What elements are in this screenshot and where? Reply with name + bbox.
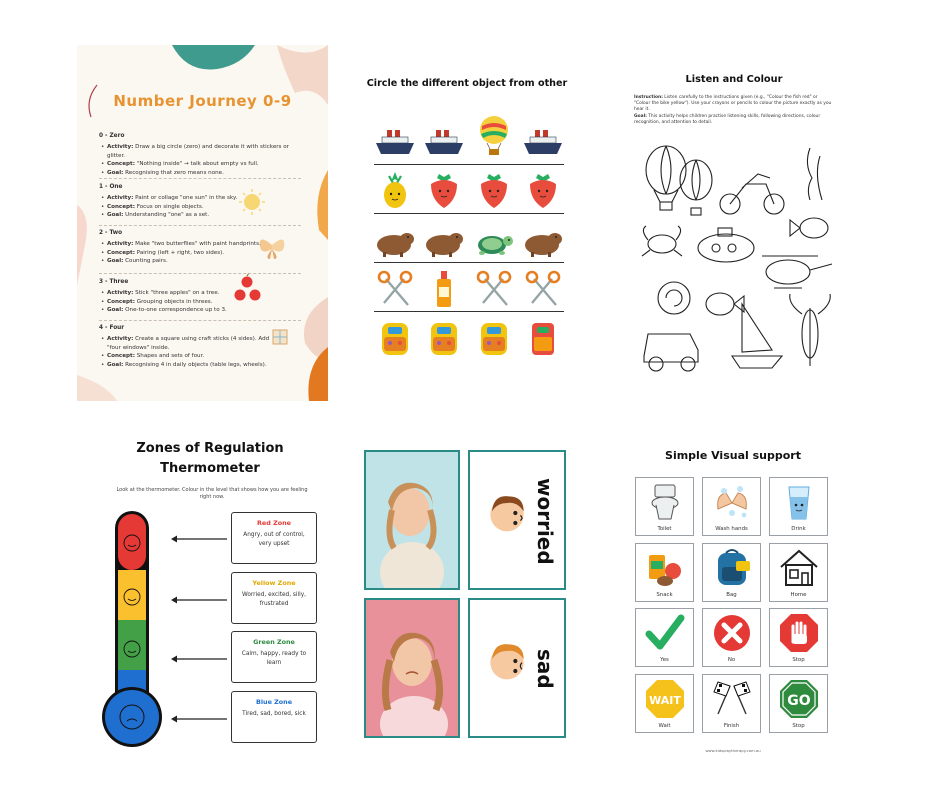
page-title: Zones of Regulation bbox=[136, 441, 284, 456]
list-item: • Goal: Recognising that zero means none. bbox=[107, 169, 299, 178]
section-heading: 0 - Zero bbox=[99, 133, 125, 139]
seaweed-icon bbox=[807, 148, 822, 200]
divider bbox=[99, 320, 301, 321]
strawberry-icon[interactable] bbox=[473, 170, 515, 210]
hot-air-balloon-icon bbox=[680, 160, 712, 215]
zone-description: Worried, excited, silly, frustrated bbox=[241, 592, 307, 607]
arrow-left-icon bbox=[171, 655, 227, 663]
emotion-cards[interactable] bbox=[364, 450, 568, 750]
listen-and-colour-worksheet[interactable] bbox=[630, 68, 838, 386]
list-item: • Activity: Make "two butterflies" with paint handprints. bbox=[107, 240, 299, 249]
zones-of-regulation-worksheet[interactable] bbox=[95, 435, 325, 755]
motorbike-icon bbox=[720, 174, 784, 214]
section-heading: 4 - Four bbox=[99, 325, 125, 331]
wait-sign-icon bbox=[643, 678, 687, 720]
section-four bbox=[99, 324, 271, 370]
object-row bbox=[374, 166, 564, 210]
ship-icon[interactable] bbox=[423, 118, 465, 158]
strawberry-icon[interactable] bbox=[522, 170, 564, 210]
card-label: No bbox=[727, 657, 736, 663]
drink-icon bbox=[777, 481, 821, 523]
pineapple-icon[interactable] bbox=[374, 170, 416, 210]
instructions: Look at the thermometer. Colour in the level that shows how you are feeling right now. bbox=[116, 487, 308, 500]
section-heading: 3 - Three bbox=[99, 279, 129, 285]
list-item: • Concept: Pairing (left + right, two sides). bbox=[107, 249, 299, 258]
list-item: • Goal: Recognising 4 in daily objects (table legs, wheels). bbox=[107, 361, 271, 370]
sailboat-icon bbox=[732, 304, 782, 368]
snack-icon bbox=[643, 547, 687, 589]
turtle-icon[interactable] bbox=[473, 219, 515, 259]
list-item: • Activity: Draw a big circle (zero) and decorate it with stickers or glitter. bbox=[107, 143, 299, 161]
list-item: • Concept: "Nothing inside" → talk about empty vs full. bbox=[107, 160, 299, 169]
lobster-icon bbox=[790, 294, 831, 366]
scissors-icon[interactable] bbox=[522, 269, 564, 309]
object-row bbox=[374, 215, 564, 259]
divider bbox=[99, 225, 301, 226]
card-label: Toilet bbox=[657, 526, 672, 532]
divider bbox=[99, 273, 301, 274]
row-divider bbox=[374, 311, 564, 312]
card-label: Yes bbox=[660, 657, 669, 663]
capybara-icon[interactable] bbox=[423, 219, 465, 259]
card-label: Stop bbox=[792, 657, 805, 663]
card-label: Drink bbox=[791, 526, 806, 532]
section-heading: 1 - One bbox=[99, 184, 123, 190]
zone-description: Angry, out of control, very upset bbox=[243, 532, 305, 547]
emotion-card-sad[interactable] bbox=[468, 598, 566, 738]
ship-icon[interactable] bbox=[374, 118, 416, 158]
go-sign-icon bbox=[777, 678, 821, 720]
submarine-icon bbox=[698, 228, 754, 262]
row-divider bbox=[374, 164, 564, 165]
list-item: • Activity: Paint or collage "one sun" in the sky. bbox=[107, 194, 299, 203]
visual-card-stop[interactable] bbox=[769, 608, 828, 667]
zone-box-red bbox=[231, 512, 317, 564]
page-title: Listen and Colour bbox=[685, 74, 783, 85]
section-three bbox=[99, 278, 299, 315]
card-label: Finish bbox=[723, 723, 740, 729]
zone-name: Blue Zone bbox=[255, 698, 293, 706]
page-title: Simple Visual support bbox=[665, 449, 801, 462]
photo-worried-child bbox=[364, 450, 460, 590]
section-zero bbox=[99, 132, 299, 178]
scissors-icon[interactable] bbox=[374, 269, 416, 309]
visual-card-wash-hands[interactable] bbox=[702, 477, 761, 536]
colouring-pictures bbox=[638, 144, 834, 376]
page-subtitle: Thermometer bbox=[160, 461, 260, 476]
list-item: • Activity: Stick "three apples" on a tree. bbox=[107, 289, 299, 298]
list-item: • Activity: Create a square using craft sticks (4 sides). Add "four windows" inside. bbox=[107, 335, 271, 353]
card-label: Wash hands bbox=[715, 526, 748, 532]
circle-different-worksheet[interactable] bbox=[366, 72, 568, 360]
helicopter-icon bbox=[762, 256, 832, 288]
list-item: • Concept: Grouping objects in threes. bbox=[107, 298, 299, 307]
visual-card-wait[interactable] bbox=[635, 674, 694, 733]
visual-card-yes[interactable] bbox=[635, 608, 694, 667]
arrow-left-icon bbox=[171, 596, 227, 604]
list-item: • Concept: Shapes and sets of four. bbox=[107, 352, 271, 361]
object-row bbox=[374, 114, 564, 158]
visual-card-snack[interactable] bbox=[635, 543, 694, 602]
car-icon bbox=[644, 334, 698, 371]
sad-face-icon bbox=[482, 636, 532, 686]
arrow-left-icon bbox=[171, 715, 227, 723]
list-item: • Goal: Counting pairs. bbox=[107, 257, 299, 266]
zone-box-yellow bbox=[231, 572, 317, 624]
list-item: • Goal: One-to-one correspondence up to 3. bbox=[107, 306, 299, 315]
instructions: Instruction: Listen carefully to the instructions given (e.g., "Colour the fish red" or "Colour the bike yellow"). Use your crayons or pencils to colour the picture exactly as you hear it. Goal: This activity helps children practise listening skills, following directions, colour recognition, and attention to detail. bbox=[634, 95, 832, 125]
visual-card-toilet[interactable] bbox=[635, 477, 694, 536]
simple-visual-support-worksheet[interactable] bbox=[630, 440, 836, 758]
backpack-icon[interactable] bbox=[473, 317, 515, 357]
check-icon bbox=[643, 612, 687, 654]
section-one bbox=[99, 183, 299, 220]
backpack-icon[interactable] bbox=[423, 317, 465, 357]
emotion-card-worried[interactable] bbox=[468, 450, 566, 590]
list-item: • Goal: Understanding "one" as a set. bbox=[107, 211, 299, 220]
worried-face-icon bbox=[482, 488, 532, 538]
capybara-icon[interactable] bbox=[374, 219, 416, 259]
cross-icon bbox=[710, 612, 754, 654]
zone-box-green bbox=[231, 631, 317, 683]
website-credit: www.kidsplaytherapy.com.au bbox=[705, 748, 761, 753]
backpack-red-icon[interactable] bbox=[522, 317, 564, 357]
capybara-icon[interactable] bbox=[522, 219, 564, 259]
page-title: Circle the different object from other bbox=[366, 78, 568, 89]
object-row bbox=[374, 313, 564, 357]
emotion-word: sad bbox=[533, 649, 557, 689]
crab-icon bbox=[642, 226, 682, 256]
scissors-icon[interactable] bbox=[473, 269, 515, 309]
visual-card-no[interactable] bbox=[702, 608, 761, 667]
zone-name: Yellow Zone bbox=[252, 579, 296, 587]
finish-flags-icon bbox=[710, 678, 754, 720]
ship-icon[interactable] bbox=[522, 118, 564, 158]
strawberry-icon[interactable] bbox=[423, 170, 465, 210]
svg-text:GO: GO bbox=[787, 693, 811, 709]
card-label: Wait bbox=[658, 723, 671, 729]
row-divider bbox=[374, 262, 564, 263]
shell-icon bbox=[658, 282, 690, 314]
row-divider bbox=[374, 213, 564, 214]
zone-name: Red Zone bbox=[257, 519, 291, 527]
svg-text:WAIT: WAIT bbox=[649, 694, 681, 707]
emotion-word: worried bbox=[533, 477, 557, 565]
visual-card-bag[interactable] bbox=[702, 543, 761, 602]
thermometer[interactable] bbox=[101, 509, 163, 749]
page-title: Number Journey 0-9 bbox=[113, 92, 292, 110]
visual-card-go[interactable] bbox=[769, 674, 828, 733]
stop-hand-icon bbox=[777, 612, 821, 654]
number-journey-worksheet[interactable] bbox=[77, 45, 328, 401]
zone-description: Calm, happy, ready to learn bbox=[241, 651, 307, 666]
bag-icon bbox=[710, 547, 754, 589]
zone-name: Green Zone bbox=[253, 638, 295, 646]
fish-icon bbox=[706, 293, 744, 315]
list-item: • Concept: Focus on single objects. bbox=[107, 203, 299, 212]
zone-description: Tired, sad, bored, sick bbox=[242, 711, 306, 717]
section-heading: 2 - Two bbox=[99, 230, 123, 236]
card-label: Home bbox=[790, 592, 807, 598]
visual-card-finish[interactable] bbox=[702, 674, 761, 733]
photo-sad-child bbox=[364, 598, 460, 738]
arrow-left-icon bbox=[171, 535, 227, 543]
card-label: Stop bbox=[792, 723, 805, 729]
visual-card-drink[interactable] bbox=[769, 477, 828, 536]
object-row bbox=[374, 265, 564, 309]
visual-card-home[interactable] bbox=[769, 543, 828, 602]
card-label: Snack bbox=[656, 592, 673, 598]
home-icon bbox=[777, 547, 821, 589]
card-label: Bag bbox=[726, 592, 737, 598]
wash-hands-icon bbox=[710, 481, 754, 523]
zone-box-blue bbox=[231, 691, 317, 743]
hot-air-balloon-icon[interactable] bbox=[473, 114, 515, 158]
section-two bbox=[99, 229, 299, 266]
fish-icon bbox=[790, 218, 828, 238]
divider bbox=[99, 178, 301, 179]
backpack-icon[interactable] bbox=[374, 317, 416, 357]
toilet-icon bbox=[643, 481, 687, 523]
glue-icon[interactable] bbox=[423, 269, 465, 309]
